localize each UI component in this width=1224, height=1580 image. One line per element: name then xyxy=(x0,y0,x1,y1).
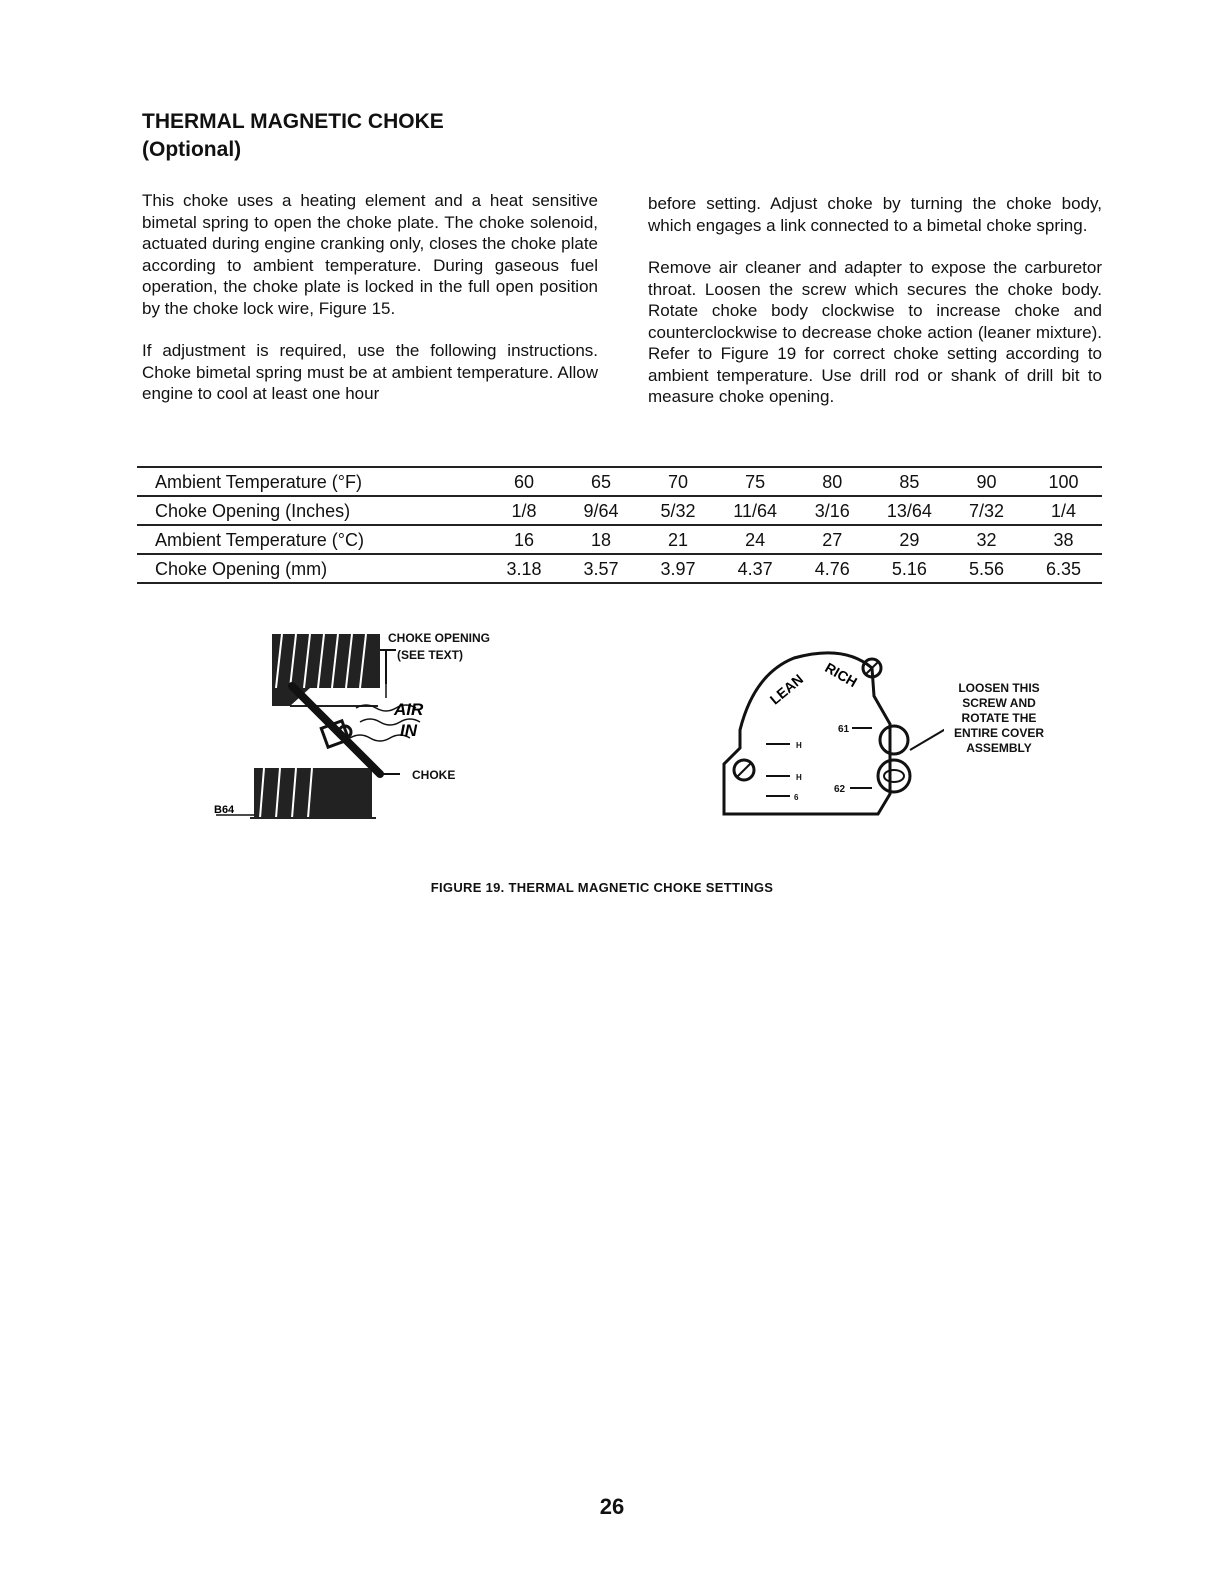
see-text-label: (SEE TEXT) xyxy=(397,648,464,662)
svg-text:6: 6 xyxy=(794,793,799,802)
row-label: Choke Opening (Inches) xyxy=(137,496,486,525)
row-label: Choke Opening (mm) xyxy=(137,554,486,583)
table-cell: 38 xyxy=(1025,525,1102,554)
paragraph: If adjustment is required, use the following instructions. Choke bimetal spring must be at ambient temperature. Allow engine to cool at least one hour xyxy=(142,341,598,403)
table-cell: 3.97 xyxy=(640,554,717,583)
table-cell: 100 xyxy=(1025,467,1102,496)
table-cell: 1/8 xyxy=(486,496,563,525)
table-cell: 4.37 xyxy=(717,554,794,583)
table-cell: 70 xyxy=(640,467,717,496)
left-column xyxy=(142,190,598,426)
table-cell: 75 xyxy=(717,467,794,496)
rich-label: RICH xyxy=(822,659,861,691)
table-cell: 27 xyxy=(794,525,871,554)
callout-line: SCREW AND xyxy=(962,696,1036,710)
diagram-code: B64 xyxy=(214,804,235,816)
table-cell: 21 xyxy=(640,525,717,554)
callout-line: ENTIRE COVER xyxy=(953,726,1044,740)
table-cell: 65 xyxy=(563,467,640,496)
svg-text:H: H xyxy=(796,773,802,782)
lean-label: LEAN xyxy=(766,670,807,708)
table-body xyxy=(137,467,1102,583)
paragraph: Remove air cleaner and adapter to expose the carburetor throat. Loosen the screw which secures the choke body. Rotate choke body clockwise to increase choke and counterclockwise to decrease choke action (leaner mixture). Refer to Figure 19 for correct choke setting according to ambient temperature. Use drill rod or shank of drill bit to measure choke opening. xyxy=(648,258,1102,406)
choke-label: CHOKE xyxy=(412,768,456,782)
table-cell: 80 xyxy=(794,467,871,496)
table-cell: 3.18 xyxy=(486,554,563,583)
table-cell: 4.76 xyxy=(794,554,871,583)
table-cell: 5.56 xyxy=(948,554,1025,583)
callout-line: ROTATE THE xyxy=(961,711,1037,725)
table-cell: 9/64 xyxy=(563,496,640,525)
svg-text:61: 61 xyxy=(838,724,850,735)
section-heading xyxy=(142,108,444,164)
choke-cover-diagram xyxy=(714,644,944,824)
table-cell: 11/64 xyxy=(717,496,794,525)
table-cell: 1/4 xyxy=(1025,496,1102,525)
table-cell: 3.57 xyxy=(563,554,640,583)
table-row xyxy=(137,496,1102,525)
table-cell: 60 xyxy=(486,467,563,496)
table-cell: 5/32 xyxy=(640,496,717,525)
table-cell: 29 xyxy=(871,525,948,554)
table-cell: 13/64 xyxy=(871,496,948,525)
row-label: Ambient Temperature (°C) xyxy=(137,525,486,554)
svg-text:62: 62 xyxy=(834,784,846,795)
page-number: 26 xyxy=(599,1494,625,1519)
table-row xyxy=(137,554,1102,583)
table-cell: 32 xyxy=(948,525,1025,554)
table-row xyxy=(137,467,1102,496)
cover-callout xyxy=(944,681,1054,756)
table-cell: 18 xyxy=(563,525,640,554)
paragraph: This choke uses a heating element and a heat sensitive bimetal spring to open the choke plate. The choke solenoid, actuated during engine cranking only, closes the choke plate according to ambient temperature. During gaseous fuel operation, the choke plate is locked in the full open position by the choke lock wire, Figure 15. xyxy=(142,191,598,318)
table-cell: 6.35 xyxy=(1025,554,1102,583)
table-cell: 16 xyxy=(486,525,563,554)
choke-opening-label: CHOKE OPENING xyxy=(388,631,491,645)
right-column xyxy=(648,193,1102,429)
in-label: IN xyxy=(400,721,417,740)
choke-settings-table xyxy=(137,466,1102,584)
svg-text:H: H xyxy=(796,741,802,750)
table-cell: 7/32 xyxy=(948,496,1025,525)
callout-line: ASSEMBLY xyxy=(966,741,1032,755)
choke-plate-diagram xyxy=(210,628,530,828)
row-label: Ambient Temperature (°F) xyxy=(137,467,486,496)
table-cell: 85 xyxy=(871,467,948,496)
paragraph: before setting. Adjust choke by turning the choke body, which engages a link connected to a bimetal choke spring. xyxy=(648,194,1102,235)
section-subtitle: (Optional) xyxy=(142,138,242,161)
air-label: AIR xyxy=(394,700,424,719)
table-cell: 3/16 xyxy=(794,496,871,525)
table-cell: 24 xyxy=(717,525,794,554)
table-row xyxy=(137,525,1102,554)
callout-line: LOOSEN THIS xyxy=(958,681,1040,695)
table-cell: 5.16 xyxy=(871,554,948,583)
figure-caption: FIGURE 19. THERMAL MAGNETIC CHOKE SETTINGS xyxy=(430,880,774,895)
table-cell: 90 xyxy=(948,467,1025,496)
section-title: THERMAL MAGNETIC CHOKE xyxy=(142,110,444,133)
